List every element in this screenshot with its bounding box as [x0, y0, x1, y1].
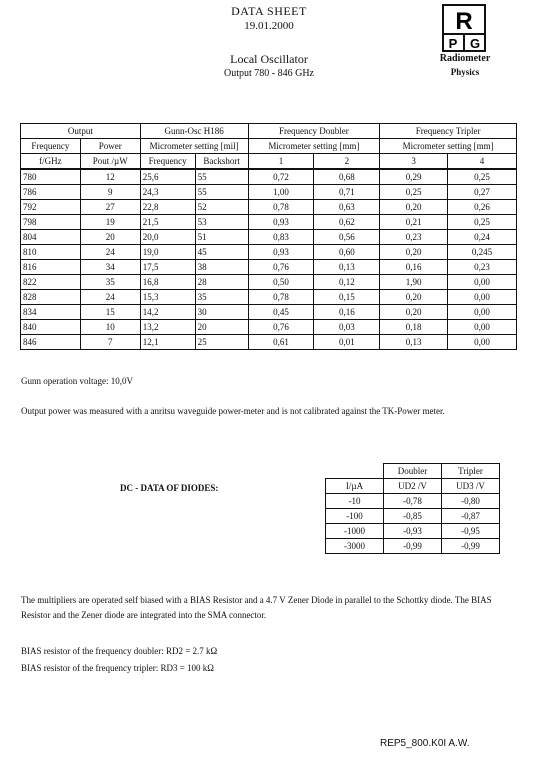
- rpg-logo: [442, 4, 486, 52]
- table-cell: 792: [21, 200, 81, 215]
- table-cell: 0,16: [380, 260, 448, 275]
- dc-table-cell: -10: [326, 494, 384, 509]
- table-cell: 25,6: [140, 169, 195, 185]
- table-cell: 1,90: [380, 275, 448, 290]
- table-cell: 35: [195, 290, 248, 305]
- table-cell: 0,20: [380, 245, 448, 260]
- table-cell: 14,2: [140, 305, 195, 320]
- table-cell: 0,03: [314, 320, 380, 335]
- table-cell: 0,00: [448, 305, 517, 320]
- table-cell: 846: [21, 335, 81, 350]
- table-cell: 0,72: [248, 169, 314, 185]
- table-row: [21, 275, 517, 290]
- device-title: Local Oscillator: [230, 52, 308, 66]
- table-cell: 55: [195, 185, 248, 200]
- doc-date: 19.01.2000: [244, 20, 294, 32]
- table-cell: 0,68: [314, 169, 380, 185]
- table-cell: 0,24: [448, 230, 517, 245]
- table-cell: 0,15: [314, 290, 380, 305]
- unit-tripler-3: 3: [380, 154, 448, 170]
- dc-table-cell: -100: [326, 509, 384, 524]
- table-cell: 0,25: [448, 215, 517, 230]
- dc-table-cell: -0,78: [384, 494, 442, 509]
- group-output: Output: [21, 124, 141, 139]
- table-cell: 0,13: [380, 335, 448, 350]
- bias-doubler-value: BIAS resistor of the frequency doubler: RD2 = 2.7 kΩ: [21, 646, 218, 656]
- table-cell: 816: [21, 260, 81, 275]
- table-cell: 19,0: [140, 245, 195, 260]
- unit-doubler-2: 2: [314, 154, 380, 170]
- table-cell: 0,00: [448, 320, 517, 335]
- dc-table-row: [326, 539, 500, 554]
- header-power: Power: [80, 139, 140, 154]
- table-cell: 0,20: [380, 305, 448, 320]
- table-cell: 780: [21, 169, 81, 185]
- table-cell: 17,5: [140, 260, 195, 275]
- table-cell: 0,01: [314, 335, 380, 350]
- table-cell: 0,78: [248, 200, 314, 215]
- table-row: [21, 290, 517, 305]
- table-cell: 16,8: [140, 275, 195, 290]
- dc-table-cell: -0,99: [442, 539, 500, 554]
- table-cell: 0,21: [380, 215, 448, 230]
- brand-subtitle: Physics: [450, 67, 480, 77]
- table-cell: 13,2: [140, 320, 195, 335]
- dc-table-cell: -0,85: [384, 509, 442, 524]
- table-cell: 51: [195, 230, 248, 245]
- table-cell: 0,23: [448, 260, 517, 275]
- table-cell: 798: [21, 215, 81, 230]
- unit-tripler-4: 4: [448, 154, 517, 170]
- table-cell: 0,13: [314, 260, 380, 275]
- dc-table-cell: -0,93: [384, 524, 442, 539]
- table-cell: 804: [21, 230, 81, 245]
- table-cell: 786: [21, 185, 81, 200]
- table-cell: 0,23: [380, 230, 448, 245]
- table-cell: 20: [80, 230, 140, 245]
- unit-gunn-frequency: Frequency: [140, 154, 195, 170]
- table-cell: 19: [80, 215, 140, 230]
- table-cell: 0,50: [248, 275, 314, 290]
- table-cell: 0,78: [248, 290, 314, 305]
- unit-frequency: f/GHz: [21, 154, 81, 170]
- table-cell: 0,76: [248, 260, 314, 275]
- table-cell: 9: [80, 185, 140, 200]
- table-row: [21, 245, 517, 260]
- table-cell: 15,3: [140, 290, 195, 305]
- header-frequency: Frequency: [21, 139, 81, 154]
- table-cell: 0,93: [248, 215, 314, 230]
- table-cell: 0,56: [314, 230, 380, 245]
- document-reference: REP5_800.K0I A.W.: [380, 738, 470, 749]
- doc-title: DATA SHEET: [231, 4, 307, 18]
- table-cell: 53: [195, 215, 248, 230]
- header-gunn-micrometer: Micrometer setting [mil]: [140, 139, 248, 154]
- unit-backshort: Backshort: [195, 154, 248, 170]
- diode-dc-table: [325, 463, 500, 554]
- table-row: [21, 185, 517, 200]
- dc-table-cell: -3000: [326, 539, 384, 554]
- table-cell: 24: [80, 245, 140, 260]
- table-cell: 0,61: [248, 335, 314, 350]
- table-row: [21, 215, 517, 230]
- table-cell: 0,12: [314, 275, 380, 290]
- table-cell: 0,27: [448, 185, 517, 200]
- table-cell: 34: [80, 260, 140, 275]
- dc-table-cell: -0,87: [442, 509, 500, 524]
- table-cell: 0,93: [248, 245, 314, 260]
- table-cell: 24,3: [140, 185, 195, 200]
- table-cell: 15: [80, 305, 140, 320]
- table-row: [21, 169, 517, 185]
- table-cell: 55: [195, 169, 248, 185]
- table-cell: 25: [195, 335, 248, 350]
- table-cell: 828: [21, 290, 81, 305]
- table-cell: 7: [80, 335, 140, 350]
- table-cell: 0,62: [314, 215, 380, 230]
- frequency-range: Output 780 - 846 GHz: [224, 68, 314, 79]
- dc-blank-cell: [326, 464, 384, 479]
- table-row: [21, 230, 517, 245]
- table-cell: 0,25: [380, 185, 448, 200]
- dc-table-row: [326, 524, 500, 539]
- table-cell: 0,60: [314, 245, 380, 260]
- table-cell: 27: [80, 200, 140, 215]
- dc-table-cell: -0,95: [442, 524, 500, 539]
- svg-text:G: G: [469, 36, 481, 51]
- table-row: [21, 200, 517, 215]
- svg-text:P: P: [448, 36, 458, 51]
- oscillator-data-table: [20, 123, 517, 350]
- bias-tripler-value: BIAS resistor of the frequency tripler: RD3 = 100 kΩ: [21, 663, 214, 673]
- table-cell: 0,18: [380, 320, 448, 335]
- bias-description: The multipliers are operated self biased with a BIAS Resistor and a 4.7 V Zener Diode in parallel to the Schottky diode. The BIAS Resistor and the Zener diode are integrated into the SMA connector.: [21, 595, 492, 620]
- table-cell: 24: [80, 290, 140, 305]
- dc-header-tripler: Tripler: [442, 464, 500, 479]
- table-cell: 38: [195, 260, 248, 275]
- table-cell: 840: [21, 320, 81, 335]
- unit-power: Pout /µW: [80, 154, 140, 170]
- table-cell: 28: [195, 275, 248, 290]
- table-cell: 0,71: [314, 185, 380, 200]
- dc-unit-doubler: UD2 /V: [384, 479, 442, 494]
- unit-doubler-1: 1: [248, 154, 314, 170]
- table-cell: 0,26: [448, 200, 517, 215]
- table-row: [21, 320, 517, 335]
- brand-name: Radiometer: [439, 53, 491, 64]
- table-cell: 0,20: [380, 290, 448, 305]
- table-row: [21, 260, 517, 275]
- table-cell: 12: [80, 169, 140, 185]
- table-cell: 0,16: [314, 305, 380, 320]
- table-cell: 52: [195, 200, 248, 215]
- svg-text:R: R: [455, 8, 473, 35]
- table-cell: 0,83: [248, 230, 314, 245]
- table-cell: 0,00: [448, 335, 517, 350]
- table-cell: 35: [80, 275, 140, 290]
- table-cell: 1,00: [248, 185, 314, 200]
- header-tripler-micrometer: Micrometer setting [mm]: [380, 139, 517, 154]
- table-cell: 0,00: [448, 275, 517, 290]
- table-cell: 45: [195, 245, 248, 260]
- group-gunn: Gunn-Osc H186: [140, 124, 248, 139]
- table-cell: 0,45: [248, 305, 314, 320]
- header-doubler-micrometer: Micrometer setting [mm]: [248, 139, 380, 154]
- table-cell: 21,5: [140, 215, 195, 230]
- dc-table-cell: -1000: [326, 524, 384, 539]
- dc-table-cell: -0,80: [442, 494, 500, 509]
- table-cell: 20: [195, 320, 248, 335]
- dc-table-cell: -0,99: [384, 539, 442, 554]
- table-cell: 12,1: [140, 335, 195, 350]
- table-cell: 10: [80, 320, 140, 335]
- gunn-voltage-note: Gunn operation voltage: 10,0V: [21, 376, 133, 386]
- table-cell: 0,63: [314, 200, 380, 215]
- table-cell: 0,245: [448, 245, 517, 260]
- dc-header-doubler: Doubler: [384, 464, 442, 479]
- dc-unit-tripler: UD3 /V: [442, 479, 500, 494]
- table-cell: 30: [195, 305, 248, 320]
- table-cell: 0,29: [380, 169, 448, 185]
- table-cell: 0,20: [380, 200, 448, 215]
- table-cell: 22,8: [140, 200, 195, 215]
- table-cell: 20,0: [140, 230, 195, 245]
- table-cell: 0,25: [448, 169, 517, 185]
- table-cell: 822: [21, 275, 81, 290]
- dc-unit-current: I/µA: [326, 479, 384, 494]
- table-row: [21, 305, 517, 320]
- power-measurement-note: Output power was measured with a anritsu waveguide power-meter and is not calibrated against the TK-Power meter.: [21, 406, 445, 416]
- dc-table-row: [326, 494, 500, 509]
- table-cell: 810: [21, 245, 81, 260]
- dc-data-title: DC - DATA OF DIODES:: [120, 483, 219, 493]
- table-cell: 834: [21, 305, 81, 320]
- group-tripler: Frequency Tripler: [380, 124, 517, 139]
- table-cell: 0,76: [248, 320, 314, 335]
- table-row: [21, 335, 517, 350]
- table-cell: 0,00: [448, 290, 517, 305]
- dc-table-row: [326, 509, 500, 524]
- group-doubler: Frequency Doubler: [248, 124, 380, 139]
